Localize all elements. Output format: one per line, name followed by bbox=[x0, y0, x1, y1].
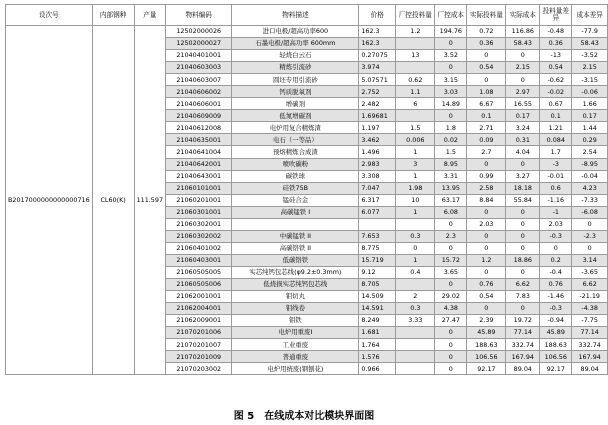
actual-cost-cell: 0 bbox=[506, 218, 540, 230]
actual-qty-cell: 6.67 bbox=[467, 98, 506, 110]
plan-qty-cell bbox=[396, 327, 435, 339]
cost-diff-cell: 0.29 bbox=[572, 134, 608, 146]
material-code-cell: 21060201001 bbox=[166, 194, 232, 206]
material-desc-cell: 普通重废 bbox=[232, 351, 359, 363]
price-cell: 1.69681 bbox=[359, 110, 396, 122]
qty-diff-cell: 0.36 bbox=[540, 38, 572, 50]
table-body bbox=[6, 26, 608, 375]
qty-diff-cell: -3 bbox=[540, 158, 572, 170]
actual-cost-cell: 4.04 bbox=[506, 146, 540, 158]
cost-diff-cell: -7.33 bbox=[572, 194, 608, 206]
plan-qty-cell: 1.1 bbox=[396, 86, 435, 98]
material-code-cell: 21040609009 bbox=[166, 110, 232, 122]
plan-cost-cell: 1.8 bbox=[435, 122, 467, 134]
qty-diff-cell: 92.17 bbox=[540, 363, 572, 375]
plan-cost-cell: 0 bbox=[435, 110, 467, 122]
actual-qty-cell: 8.84 bbox=[467, 194, 506, 206]
qty-diff-cell: -1.46 bbox=[540, 291, 572, 303]
qty-diff-cell: -1 bbox=[540, 206, 572, 218]
plan-qty-cell: 1 bbox=[396, 254, 435, 266]
plan-cost-cell: 0 bbox=[435, 339, 467, 351]
actual-cost-cell: 18.18 bbox=[506, 182, 540, 194]
plan-qty-cell: 1.98 bbox=[396, 182, 435, 194]
price-cell: 3.308 bbox=[359, 170, 396, 182]
plan-cost-cell: 15.72 bbox=[435, 254, 467, 266]
qty-diff-cell: 45.89 bbox=[540, 327, 572, 339]
cost-diff-cell: 167.94 bbox=[572, 351, 608, 363]
actual-qty-cell: 0 bbox=[467, 230, 506, 242]
material-desc-cell: 圆坯专用引流砂 bbox=[232, 74, 359, 86]
header-cost-diff: 成本差异 bbox=[572, 5, 608, 26]
material-code-cell: 21062009001 bbox=[166, 315, 232, 327]
material-desc-cell: 低烧损实芯纯钙包芯线 bbox=[232, 278, 359, 290]
price-cell: 1.764 bbox=[359, 339, 396, 351]
cost-diff-cell: 2.54 bbox=[572, 146, 608, 158]
plan-cost-cell: 6.08 bbox=[435, 206, 467, 218]
material-desc-cell: 轻烧白云石 bbox=[232, 50, 359, 62]
qty-diff-cell: 0.1 bbox=[540, 110, 572, 122]
table-row[interactable] bbox=[6, 26, 608, 38]
actual-qty-cell: 0 bbox=[467, 74, 506, 86]
qty-diff-cell: -0.62 bbox=[540, 74, 572, 86]
material-desc-cell: 增碳剂 bbox=[232, 98, 359, 110]
plan-qty-cell: 0 bbox=[396, 242, 435, 254]
plan-cost-cell: 1.5 bbox=[435, 146, 467, 158]
plan-qty-cell: 3.33 bbox=[396, 315, 435, 327]
cost-diff-cell: -8.95 bbox=[572, 158, 608, 170]
actual-qty-cell: 2.58 bbox=[467, 182, 506, 194]
material-desc-cell bbox=[232, 218, 359, 230]
material-desc-cell: 石墨电极/超高功率 600mm bbox=[232, 38, 359, 50]
cost-diff-cell: -3.65 bbox=[572, 266, 608, 278]
price-cell: 3.462 bbox=[359, 134, 396, 146]
material-desc-cell: 碳铁球 bbox=[232, 170, 359, 182]
qty-diff-cell: 1.21 bbox=[540, 122, 572, 134]
header-actual-cost: 实际成本 bbox=[506, 5, 540, 26]
actual-qty-cell: 1.2 bbox=[467, 254, 506, 266]
qty-diff-cell: 1.7 bbox=[540, 146, 572, 158]
price-cell: 0.966 bbox=[359, 363, 396, 375]
cost-diff-cell: 0.17 bbox=[572, 110, 608, 122]
price-cell: 14.591 bbox=[359, 303, 396, 315]
actual-qty-cell: 1.08 bbox=[467, 86, 506, 98]
qty-diff-cell: -0.3 bbox=[540, 303, 572, 315]
plan-cost-cell: 3.31 bbox=[435, 170, 467, 182]
material-desc-cell: 电炉用重废I bbox=[232, 327, 359, 339]
price-cell: 2.752 bbox=[359, 86, 396, 98]
cost-diff-cell: 58.43 bbox=[572, 38, 608, 50]
cost-comparison-table bbox=[5, 4, 608, 375]
plan-cost-cell: 3.15 bbox=[435, 74, 467, 86]
plan-qty-cell: 1 bbox=[396, 206, 435, 218]
qty-diff-cell: 0.67 bbox=[540, 98, 572, 110]
cost-diff-cell: 1.66 bbox=[572, 98, 608, 110]
price-cell: 8.705 bbox=[359, 278, 396, 290]
material-code-cell: 21070201006 bbox=[166, 327, 232, 339]
actual-cost-cell: 0 bbox=[506, 158, 540, 170]
price-cell bbox=[359, 218, 396, 230]
material-code-cell: 21062001001 bbox=[166, 291, 232, 303]
actual-cost-cell: 0 bbox=[506, 242, 540, 254]
cost-diff-cell: -4.38 bbox=[572, 303, 608, 315]
cost-diff-cell: -3.15 bbox=[572, 74, 608, 86]
material-code-cell: 12502000026 bbox=[166, 26, 232, 38]
material-desc-cell: 锰硅合金 bbox=[232, 194, 359, 206]
qty-diff-cell: -0.01 bbox=[540, 170, 572, 182]
material-desc-cell: 预熔精炼合成渣 bbox=[232, 146, 359, 158]
material-desc-cell: 电炉用统废(钢刨花) bbox=[232, 363, 359, 375]
qty-diff-cell: 188.63 bbox=[540, 339, 572, 351]
price-cell: 6.077 bbox=[359, 206, 396, 218]
material-code-cell: 21070203002 bbox=[166, 363, 232, 375]
actual-cost-cell: 18.86 bbox=[506, 254, 540, 266]
material-desc-cell: 钼线卷 bbox=[232, 303, 359, 315]
price-cell: 162.3 bbox=[359, 38, 396, 50]
material-desc-cell: 电炉用复合精炼渣 bbox=[232, 122, 359, 134]
actual-qty-cell: 2.39 bbox=[467, 315, 506, 327]
actual-cost-cell: 3.24 bbox=[506, 122, 540, 134]
plan-cost-cell: 14.89 bbox=[435, 98, 467, 110]
material-code-cell: 21060505006 bbox=[166, 278, 232, 290]
plan-cost-cell: 0 bbox=[435, 242, 467, 254]
price-cell: 5.07571 bbox=[359, 74, 396, 86]
actual-cost-cell: 0 bbox=[506, 50, 540, 62]
cost-diff-cell: 0 bbox=[572, 242, 608, 254]
actual-qty-cell: 92.17 bbox=[467, 363, 506, 375]
plan-cost-cell: 63.17 bbox=[435, 194, 467, 206]
material-code-cell: 21040603007 bbox=[166, 74, 232, 86]
price-cell: 7.047 bbox=[359, 182, 396, 194]
figure-caption: 图 5 在线成本对比模块界面图 bbox=[233, 411, 375, 422]
plan-cost-cell: 0 bbox=[435, 38, 467, 50]
price-cell: 6.317 bbox=[359, 194, 396, 206]
actual-cost-cell: 7.83 bbox=[506, 291, 540, 303]
material-desc-cell: 精炼引流砂 bbox=[232, 62, 359, 74]
cost-diff-cell: -21.19 bbox=[572, 291, 608, 303]
plan-qty-cell: 0.3 bbox=[396, 230, 435, 242]
plan-qty-cell: 0.62 bbox=[396, 74, 435, 86]
price-cell: 162.3 bbox=[359, 26, 396, 38]
steel-grade-cell: CL60(K) bbox=[92, 26, 134, 375]
header-price: 价格 bbox=[359, 5, 396, 26]
plan-qty-cell bbox=[396, 363, 435, 375]
header-plan-qty: 厂控投料量 bbox=[396, 5, 435, 26]
material-desc-cell: 低氮增碳剂 bbox=[232, 110, 359, 122]
price-cell: 8.249 bbox=[359, 315, 396, 327]
actual-cost-cell: 55.84 bbox=[506, 194, 540, 206]
cost-comparison-table-wrapper bbox=[5, 4, 608, 375]
plan-qty-cell bbox=[396, 110, 435, 122]
actual-qty-cell: 0 bbox=[467, 50, 506, 62]
price-cell: 0.27075 bbox=[359, 50, 396, 62]
material-code-cell: 21040603003 bbox=[166, 62, 232, 74]
qty-diff-cell: -1.16 bbox=[540, 194, 572, 206]
actual-qty-cell: 0.36 bbox=[467, 38, 506, 50]
plan-cost-cell: 2.3 bbox=[435, 230, 467, 242]
actual-qty-cell: 0 bbox=[467, 158, 506, 170]
cost-diff-cell: 77.14 bbox=[572, 327, 608, 339]
header-material-desc: 物料描述 bbox=[232, 5, 359, 26]
qty-diff-cell: -0.94 bbox=[540, 315, 572, 327]
material-desc-cell: 电石（一等品） bbox=[232, 134, 359, 146]
qty-diff-cell: -0.48 bbox=[540, 26, 572, 38]
material-desc-cell: 钼切丸 bbox=[232, 291, 359, 303]
material-code-cell: 21040606001 bbox=[166, 98, 232, 110]
qty-diff-cell: 0 bbox=[540, 242, 572, 254]
plan-qty-cell: 0.006 bbox=[396, 134, 435, 146]
header-qty-diff: 投料量差异 bbox=[540, 5, 572, 26]
plan-cost-cell: 8.95 bbox=[435, 158, 467, 170]
price-cell: 8.775 bbox=[359, 242, 396, 254]
actual-qty-cell: 45.89 bbox=[467, 327, 506, 339]
actual-cost-cell: 2.97 bbox=[506, 86, 540, 98]
plan-qty-cell: 1.5 bbox=[396, 122, 435, 134]
material-code-cell: 21060302002 bbox=[166, 230, 232, 242]
cost-diff-cell: 2.15 bbox=[572, 62, 608, 74]
plan-cost-cell: 29.02 bbox=[435, 291, 467, 303]
plan-cost-cell: 0 bbox=[435, 278, 467, 290]
actual-cost-cell: 6.62 bbox=[506, 278, 540, 290]
actual-qty-cell: 2.7 bbox=[467, 146, 506, 158]
material-code-cell: 21062004001 bbox=[166, 303, 232, 315]
material-desc-cell: 实芯纯钙包芯线(φ9.2±0.3mm) bbox=[232, 266, 359, 278]
plan-qty-cell bbox=[396, 38, 435, 50]
plan-qty-cell: 10 bbox=[396, 194, 435, 206]
plan-qty-cell bbox=[396, 351, 435, 363]
price-cell: 15.719 bbox=[359, 254, 396, 266]
cost-diff-cell: 89.04 bbox=[572, 363, 608, 375]
price-cell: 1.197 bbox=[359, 122, 396, 134]
material-desc-cell: 中碳锰铁 II bbox=[232, 230, 359, 242]
actual-cost-cell: 116.86 bbox=[506, 26, 540, 38]
cost-diff-cell: 1.44 bbox=[572, 122, 608, 134]
plan-qty-cell: 1 bbox=[396, 170, 435, 182]
actual-qty-cell: 0.54 bbox=[467, 291, 506, 303]
qty-diff-cell: 2.03 bbox=[540, 218, 572, 230]
material-code-cell: 21060302001 bbox=[166, 218, 232, 230]
plan-qty-cell bbox=[396, 218, 435, 230]
material-code-cell: 12502000027 bbox=[166, 38, 232, 50]
cost-diff-cell: -2.3 bbox=[572, 230, 608, 242]
material-desc-cell: 高碳铬铁 II bbox=[232, 242, 359, 254]
material-code-cell: 21040643001 bbox=[166, 170, 232, 182]
actual-cost-cell: 0 bbox=[506, 303, 540, 315]
actual-cost-cell: 77.14 bbox=[506, 327, 540, 339]
plan-cost-cell: 3.52 bbox=[435, 50, 467, 62]
actual-qty-cell: 0.54 bbox=[467, 62, 506, 74]
qty-diff-cell: 0.54 bbox=[540, 62, 572, 74]
actual-cost-cell: 58.43 bbox=[506, 38, 540, 50]
material-code-cell: 21070201009 bbox=[166, 351, 232, 363]
cost-diff-cell: 3.14 bbox=[572, 254, 608, 266]
qty-diff-cell: -0.02 bbox=[540, 86, 572, 98]
output-cell: 111.597 bbox=[134, 26, 165, 375]
plan-qty-cell bbox=[396, 62, 435, 74]
material-code-cell: 21040612008 bbox=[166, 122, 232, 134]
qty-diff-cell: 0.2 bbox=[540, 254, 572, 266]
actual-cost-cell: 0 bbox=[506, 206, 540, 218]
actual-cost-cell: 0 bbox=[506, 266, 540, 278]
actual-cost-cell: 19.72 bbox=[506, 315, 540, 327]
actual-cost-cell: 0.17 bbox=[506, 110, 540, 122]
actual-qty-cell: 0.99 bbox=[467, 170, 506, 182]
plan-cost-cell: 3.65 bbox=[435, 266, 467, 278]
qty-diff-cell: 0.084 bbox=[540, 134, 572, 146]
material-code-cell: 21040401001 bbox=[166, 50, 232, 62]
material-code-cell: 21060505005 bbox=[166, 266, 232, 278]
material-code-cell: 21060401002 bbox=[166, 242, 232, 254]
header-plan-cost: 厂控成本 bbox=[435, 5, 467, 26]
material-code-cell: 21070201007 bbox=[166, 339, 232, 351]
qty-diff-cell: -0.4 bbox=[540, 266, 572, 278]
cost-diff-cell: -3.52 bbox=[572, 50, 608, 62]
material-desc-cell: 钼铁 bbox=[232, 315, 359, 327]
cost-diff-cell: -7.75 bbox=[572, 315, 608, 327]
actual-qty-cell: 2.03 bbox=[467, 218, 506, 230]
header-material-code: 物料编码 bbox=[166, 5, 232, 26]
price-cell: 9.12 bbox=[359, 266, 396, 278]
plan-qty-cell: 0.4 bbox=[396, 266, 435, 278]
actual-qty-cell: 0 bbox=[467, 242, 506, 254]
plan-qty-cell bbox=[396, 339, 435, 351]
plan-cost-cell: 3.03 bbox=[435, 86, 467, 98]
plan-cost-cell: 0 bbox=[435, 327, 467, 339]
actual-qty-cell: 0 bbox=[467, 206, 506, 218]
header-steel-grade: 内部钢种 bbox=[92, 5, 134, 26]
cost-diff-cell: 6.62 bbox=[572, 278, 608, 290]
actual-qty-cell: 188.63 bbox=[467, 339, 506, 351]
qty-diff-cell: -0.3 bbox=[540, 230, 572, 242]
plan-cost-cell: 13.95 bbox=[435, 182, 467, 194]
material-code-cell: 21040606002 bbox=[166, 86, 232, 98]
qty-diff-cell: 0.76 bbox=[540, 278, 572, 290]
actual-qty-cell: 0.76 bbox=[467, 278, 506, 290]
actual-qty-cell: 0 bbox=[467, 266, 506, 278]
plan-qty-cell bbox=[396, 278, 435, 290]
actual-cost-cell: 332.74 bbox=[506, 339, 540, 351]
price-cell: 3.974 bbox=[359, 62, 396, 74]
cost-diff-cell: 0 bbox=[572, 218, 608, 230]
cost-diff-cell: 332.74 bbox=[572, 339, 608, 351]
material-desc-cell: 工业重废 bbox=[232, 339, 359, 351]
actual-cost-cell: 0 bbox=[506, 74, 540, 86]
actual-qty-cell: 0.1 bbox=[467, 110, 506, 122]
actual-qty-cell: 2.71 bbox=[467, 122, 506, 134]
material-desc-cell: 低碳铬铁 bbox=[232, 254, 359, 266]
material-code-cell: 21060403001 bbox=[166, 254, 232, 266]
cost-diff-cell: 4.23 bbox=[572, 182, 608, 194]
plan-cost-cell: 27.47 bbox=[435, 315, 467, 327]
header-output: 产量 bbox=[134, 5, 165, 26]
actual-qty-cell: 0 bbox=[467, 303, 506, 315]
plan-cost-cell: 194.76 bbox=[435, 26, 467, 38]
price-cell: 2.482 bbox=[359, 98, 396, 110]
plan-cost-cell: 0.02 bbox=[435, 134, 467, 146]
actual-cost-cell: 167.94 bbox=[506, 351, 540, 363]
qty-diff-cell: 106.56 bbox=[540, 351, 572, 363]
plan-cost-cell: 0 bbox=[435, 363, 467, 375]
price-cell: 1.681 bbox=[359, 327, 396, 339]
cost-diff-cell: -77.9 bbox=[572, 26, 608, 38]
actual-cost-cell: 16.55 bbox=[506, 98, 540, 110]
material-desc-cell: 钙质脱氧剂 bbox=[232, 86, 359, 98]
plan-qty-cell: 13 bbox=[396, 50, 435, 62]
cost-diff-cell: -0.04 bbox=[572, 170, 608, 182]
material-code-cell: 21040642001 bbox=[166, 158, 232, 170]
plan-qty-cell: 1 bbox=[396, 146, 435, 158]
actual-cost-cell: 3.27 bbox=[506, 170, 540, 182]
material-desc-cell: 高碳锰铁 I bbox=[232, 206, 359, 218]
material-desc-cell: 硅铁75B bbox=[232, 182, 359, 194]
price-cell: 7.653 bbox=[359, 230, 396, 242]
price-cell: 14.509 bbox=[359, 291, 396, 303]
plan-cost-cell: 0 bbox=[435, 218, 467, 230]
price-cell: 1.496 bbox=[359, 146, 396, 158]
actual-cost-cell: 0.31 bbox=[506, 134, 540, 146]
qty-diff-cell: 0.6 bbox=[540, 182, 572, 194]
plan-cost-cell: 4.38 bbox=[435, 303, 467, 315]
actual-qty-cell: 0.09 bbox=[467, 134, 506, 146]
header-actual-qty: 实际投料量 bbox=[467, 5, 506, 26]
plan-qty-cell: 6 bbox=[396, 98, 435, 110]
plan-qty-cell: 2 bbox=[396, 291, 435, 303]
material-desc-cell: 进口电极/超高功率600 bbox=[232, 26, 359, 38]
material-desc-cell: 喷吹碳粉 bbox=[232, 158, 359, 170]
qty-diff-cell: -13 bbox=[540, 50, 572, 62]
material-code-cell: 21040641004 bbox=[166, 146, 232, 158]
actual-qty-cell: 0.72 bbox=[467, 26, 506, 38]
plan-qty-cell: 3 bbox=[396, 158, 435, 170]
material-code-cell: 21060101001 bbox=[166, 182, 232, 194]
price-cell: 2.983 bbox=[359, 158, 396, 170]
price-cell: 1.576 bbox=[359, 351, 396, 363]
plan-cost-cell: 0 bbox=[435, 351, 467, 363]
material-code-cell: 21040635001 bbox=[166, 134, 232, 146]
plan-qty-cell: 0.3 bbox=[396, 303, 435, 315]
heat-no-cell: B2017000000000000716 bbox=[6, 26, 93, 375]
cost-diff-cell: -6.08 bbox=[572, 206, 608, 218]
plan-qty-cell: 1.2 bbox=[396, 26, 435, 38]
plan-cost-cell: 0 bbox=[435, 62, 467, 74]
header-heat-no: 设次号 bbox=[6, 5, 93, 26]
actual-cost-cell: 2.15 bbox=[506, 62, 540, 74]
header-row bbox=[6, 5, 608, 26]
actual-cost-cell: 89.04 bbox=[506, 363, 540, 375]
material-code-cell: 21060301001 bbox=[166, 206, 232, 218]
actual-qty-cell: 106.56 bbox=[467, 351, 506, 363]
cost-diff-cell: -0.06 bbox=[572, 86, 608, 98]
actual-cost-cell: 0 bbox=[506, 230, 540, 242]
